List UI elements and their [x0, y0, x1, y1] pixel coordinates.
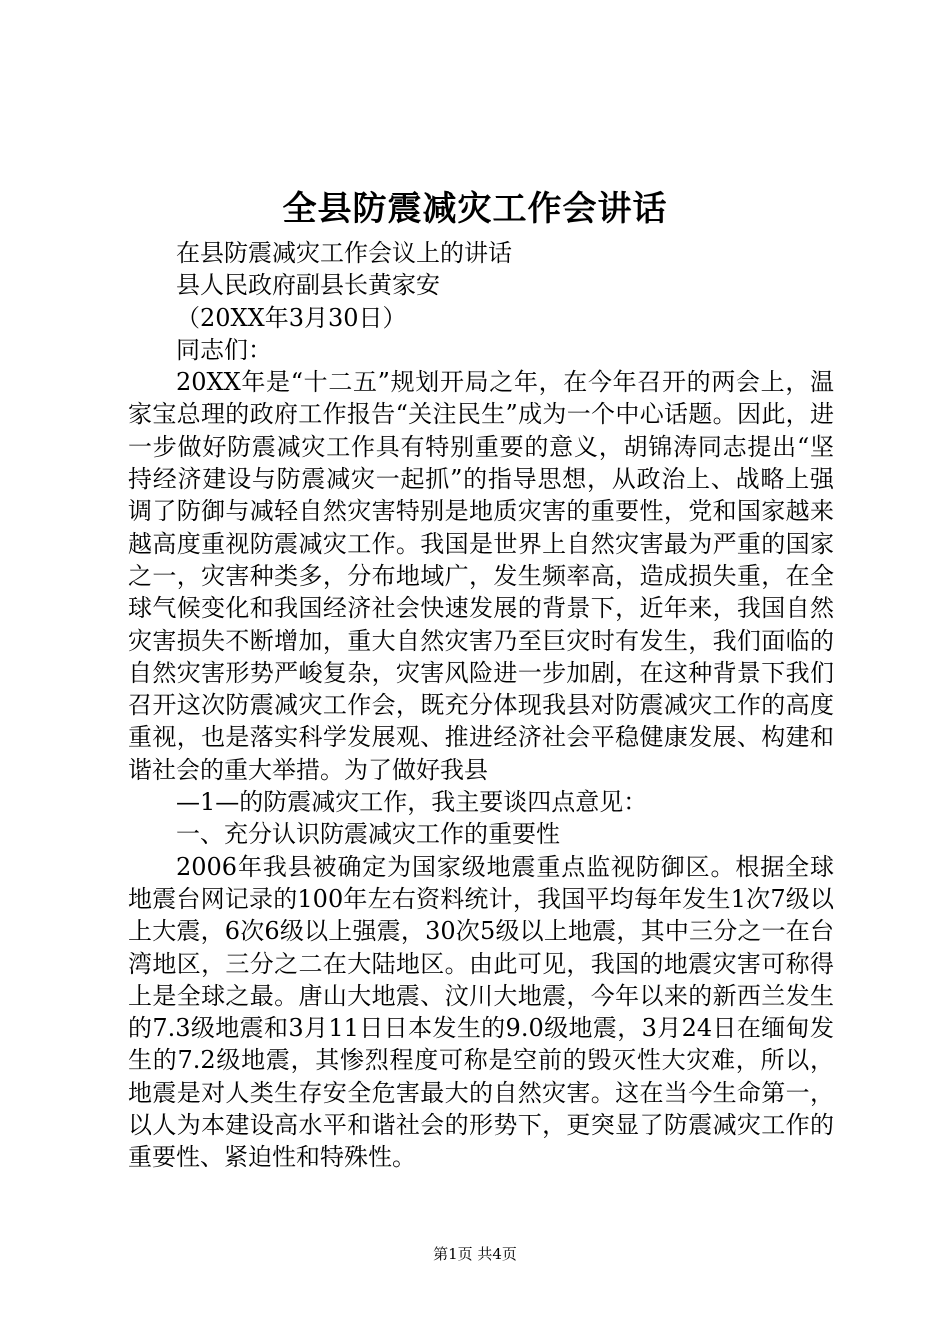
section-heading: 一、充分认识防震减灾工作的重要性: [176, 820, 560, 849]
document-title: 全县防震减灾工作会讲话: [282, 189, 668, 229]
speaker-line: 县人民政府副县长黄家安: [176, 271, 440, 300]
salutation: 同志们：: [176, 335, 272, 364]
speech-heading: 在县防震减灾工作会议上的讲话: [176, 239, 512, 267]
body-paragraph: 2006年我县被确定为国家级地震重点监视防御区。根据全球地震台网记录的100年左右资料统计，我国平均每年发生1次7级以上大震，6次6级以上强震，30次5级以上地震，其中三分之一在台湾地区，三分之二在大陆地区。由此可见，我国的地震灾害可称得上是全球之最。唐山大地震、汶川大地震，今年以来的新西兰发生的7.3级地震和3月11日日本发生的9.0级地震，3月24日在缅甸发生的7.2级地震，其惨烈程度可称是空前的毁灭性大灾难，所以，地震是对人类生存安全危害最大的自然灾害。这在当今生命第一，以人为本建设高水平和谐社会的形势下，更突显了防震减灾工作的重要性、紧迫性和特殊性。: [128, 852, 834, 1172]
body-paragraph: —1—的防震减灾工作，我主要谈四点意见：: [176, 788, 648, 817]
date-line: （20XX年3月30日）: [176, 303, 407, 332]
body-paragraph: 20XX年是“十二五”规划开局之年，在今年召开的两会上，温家宝总理的政府工作报告“关注民生”成为一个中心话题。因此，进一步做好防震减灾工作具有特别重要的意义，胡锦涛同志提出“坚持经济建设与防震减灾一起抓”的指导思想，从政治上、战略上强调了防御与减轻自然灾害特别是地质灾害的重要性，党和国家越来越高度重视防震减灾工作。我国是世界上自然灾害最为严重的国家之一，灾害种类多，分布地域广，发生频率高，造成损失重，在全球气候变化和我国经济社会快速发展的背景下，近年来，我国自然灾害损失不断增加，重大自然灾害乃至巨灾时有发生，我们面临的自然灾害形势严峻复杂，灾害风险进一步加剧，在这种背景下我们召开这次防震减灾工作会，既充分体现我县对防震减灾工作的高度重视，也是落实科学发展观、推进经济社会平稳健康发展、构建和谐社会的重大举措。为了做好我县: [128, 368, 834, 784]
document-body: [128, 237, 834, 1174]
page-footer: 第1页 共4页: [433, 1245, 517, 1263]
